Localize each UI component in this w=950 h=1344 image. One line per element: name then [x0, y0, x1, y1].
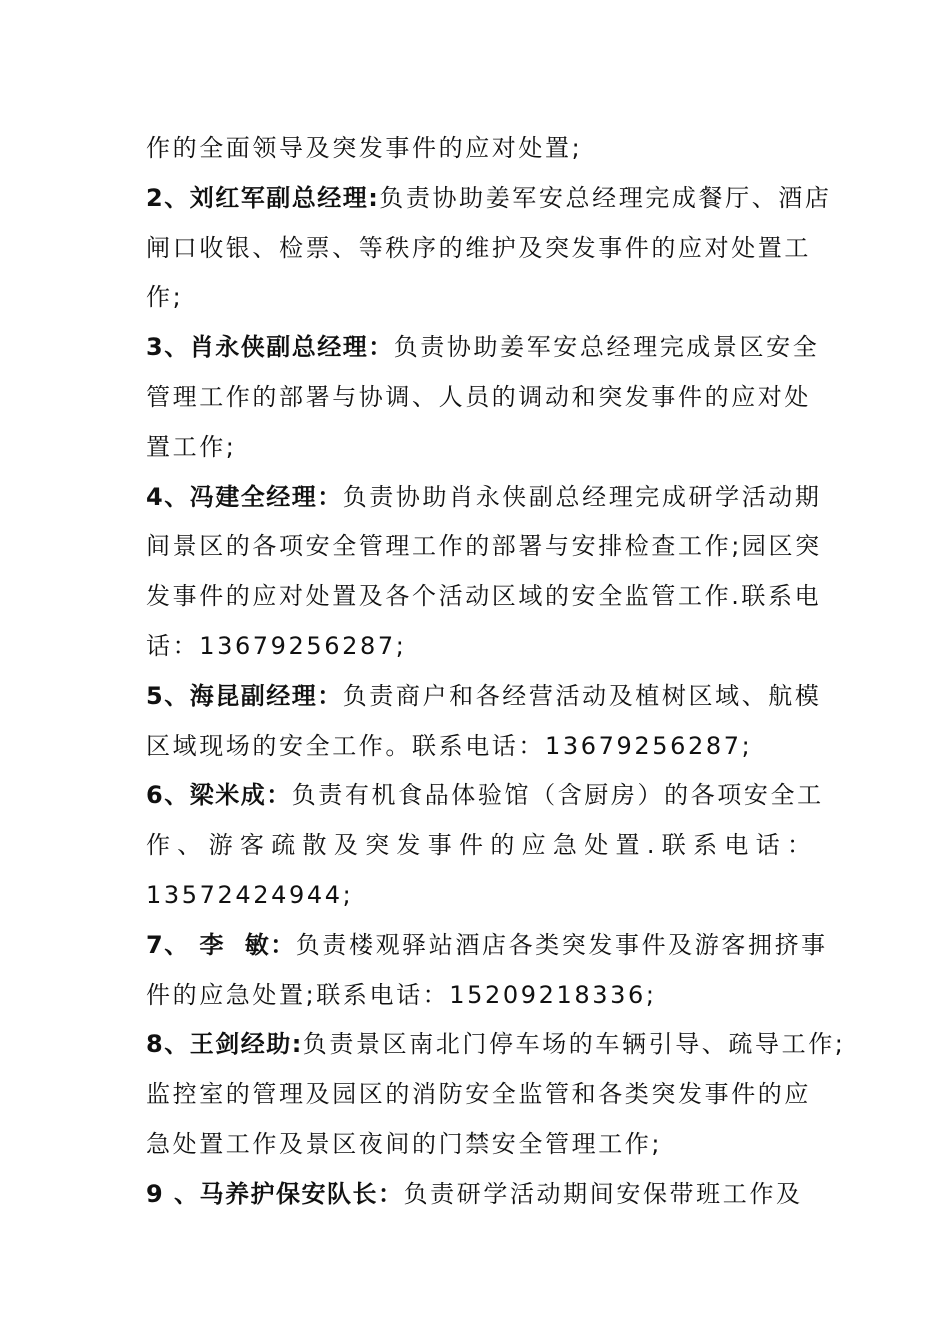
- list-item: 7、 李 敏：负责楼观驿站酒店各类突发事件及游客拥挤事: [146, 930, 828, 959]
- text-line: 管理工作的部署与协调、人员的调动和突发事件的应对处: [146, 382, 811, 411]
- text-line: 作;: [146, 283, 184, 312]
- list-item: 3、肖永侠副总经理：负责协助姜军安总经理完成景区安全: [146, 333, 820, 362]
- text-line: 发事件的应对处置及各个活动区域的安全监管工作.联系电: [146, 582, 822, 611]
- list-item: 9 、马养护保安队长：负责研学活动期间安保带班工作及: [146, 1179, 803, 1208]
- item-heading: 5、海昆副经理：: [146, 681, 343, 710]
- item-heading: 3、肖永侠副总经理：: [146, 333, 394, 362]
- item-heading: 6、梁米成：: [146, 781, 292, 810]
- list-item: 4、冯建全经理：负责协助肖永侠副总经理完成研学活动期: [146, 482, 822, 511]
- list-item: 6、梁米成：负责有机食品体验馆（含厨房）的各项安全工: [146, 781, 824, 810]
- text-line: 监控室的管理及园区的消防安全监管和各类突发事件的应: [146, 1080, 811, 1109]
- text-line: 作、游客疏散及突发事件的应急处置.联系电话：: [146, 831, 811, 860]
- item-heading: 7、 李 敏：: [146, 930, 296, 959]
- list-item: 5、海昆副经理：负责商户和各经营活动及植树区域、航模: [146, 681, 822, 710]
- text-line: 区域现场的安全工作。联系电话：13679256287;: [146, 731, 753, 760]
- list-item: 8、王剑经助:负责景区南北门停车场的车辆引导、疏导工作;: [146, 1030, 846, 1059]
- text-line: 作的全面领导及突发事件的应对处置;: [146, 134, 583, 162]
- list-item: 2、刘红军副总经理:负责协助姜军安总经理完成餐厅、酒店: [146, 183, 832, 212]
- item-heading: 4、冯建全经理：: [146, 482, 343, 511]
- item-heading: 2、刘红军副总经理:: [146, 183, 380, 212]
- text-line: 间景区的各项安全管理工作的部署与安排检查工作;园区突: [146, 532, 822, 561]
- text-line: 13572424944;: [146, 880, 354, 909]
- text-line: 话：13679256287;: [146, 631, 407, 660]
- responsibility-list: [146, 128, 846, 1224]
- item-heading: 8、王剑经助:: [146, 1030, 303, 1059]
- text-line: 件的应急处置;联系电话：15209218336;: [146, 980, 657, 1009]
- text-line: 置工作;: [146, 432, 237, 461]
- text-line: 闸口收银、检票、等秩序的维护及突发事件的应对处置工: [146, 233, 811, 262]
- item-heading: 9 、马养护保安队长：: [146, 1179, 404, 1208]
- text-line: 急处置工作及景区夜间的门禁安全管理工作;: [146, 1129, 663, 1158]
